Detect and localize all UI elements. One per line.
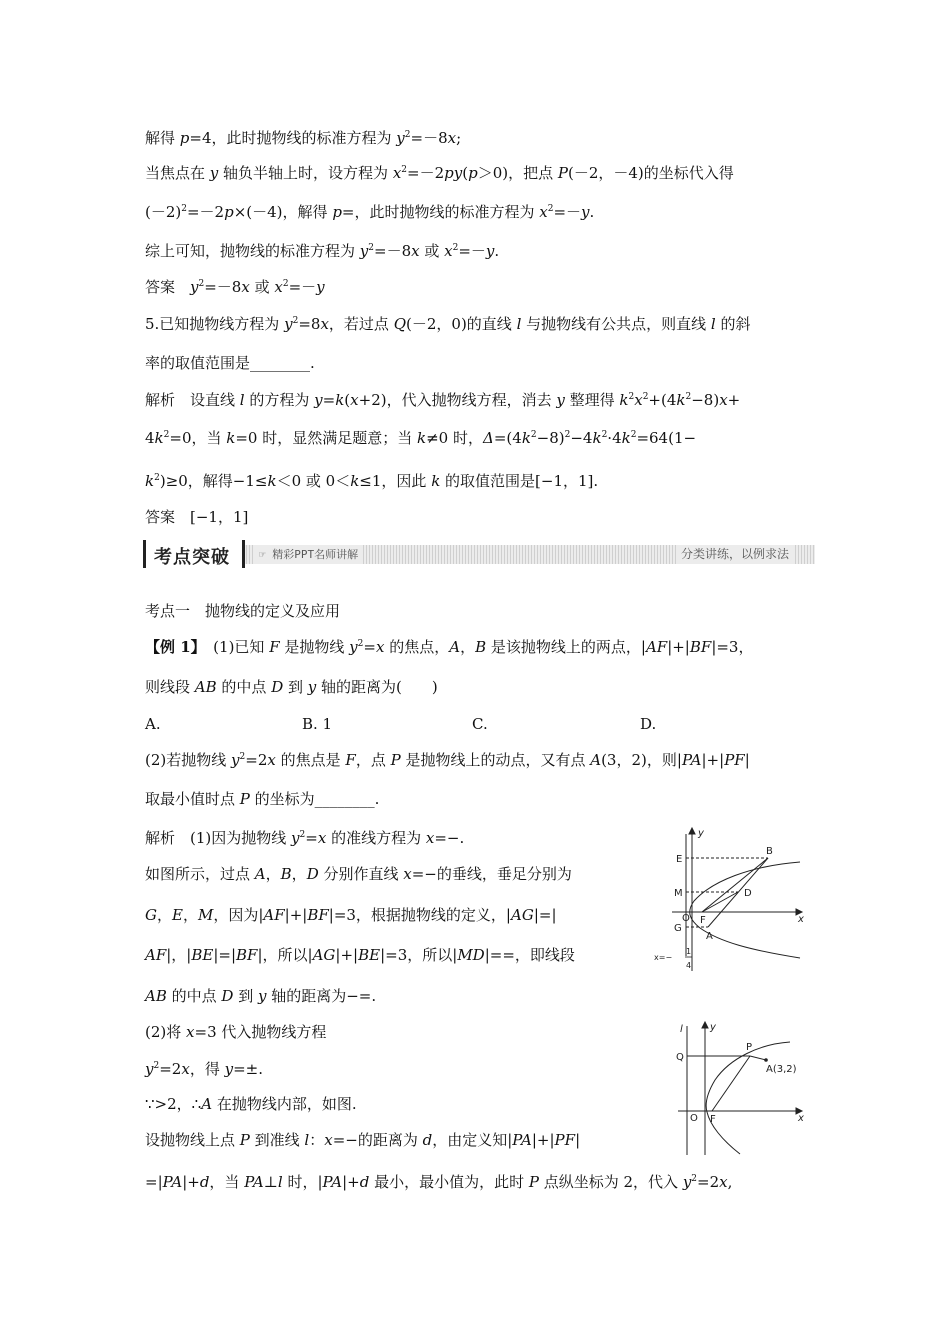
text-line: 率的取值范围是________. — [145, 354, 315, 372]
text-line: (2)将 x=3 代入抛物线方程 — [145, 1023, 327, 1041]
text-line: 取最小值时点 P 的坐标为________. — [145, 790, 380, 808]
option-a[interactable]: A. — [145, 715, 161, 733]
fig2-label-P: P — [746, 1042, 753, 1053]
text-line: 综上可知，抛物线的标准方程为 $y^2=-8x$ 或 $x^2=-y$. — [145, 242, 500, 260]
text-line: $k^2)\ge 0$，解得−1≤k＜0 或 0＜k≤1，因此 k 的取值范围是[−1，1]. — [145, 472, 599, 490]
banner-title: 考点突破 — [154, 547, 230, 568]
text-line: 解得 p=4，此时抛物线的标准方程为 $y^2=-8x$; — [145, 129, 462, 147]
analysis-line: 解析 (1)因为抛物线 $y^2=x$ 的准线方程为 x=−. — [145, 829, 465, 847]
option-b[interactable]: B. 1 — [302, 715, 333, 733]
fig2-y-arrow — [702, 1022, 708, 1028]
fig1-frac-num: 1 — [686, 947, 692, 956]
fig1-frac-den: 4 — [686, 961, 692, 970]
text-line: $y^2=2x$，得 y=±. — [145, 1060, 263, 1078]
option-d[interactable]: D. — [640, 715, 657, 733]
fig1-label-M: M — [674, 888, 683, 899]
figure-parabola-1 — [650, 826, 815, 976]
option-c[interactable]: C. — [472, 715, 488, 733]
fig1-y-arrow — [689, 828, 695, 834]
fig1-segment-FD — [702, 892, 738, 912]
banner-right-text: 分类讲练，以例求法 — [677, 545, 793, 564]
fig2-label-A: A(3,2) — [766, 1064, 797, 1075]
fig1-label-D: D — [744, 888, 752, 899]
text-line: $(-2)^2=-2p\times(-4)$，解得 p=，此时抛物线的标准方程为 $x^2=-y$. — [145, 203, 595, 221]
fig1-label-B: B — [766, 846, 773, 857]
text-line: 当焦点在 y 轴负半轴上时，设方程为 $x^2=-2py(p>0)$，把点 P(－2，－4)的坐标代入得 — [145, 164, 734, 182]
fig1-label-A: A — [706, 931, 713, 942]
answer-line: 答案 [−1，1] — [145, 508, 249, 526]
example-1: 【例 1】 (1)已知 F 是抛物线 $y^2=x$ 的焦点，A，B 是该抛物线上的两点，|AF|+|BF|=3， — [145, 638, 754, 656]
fig2-segment-PA — [750, 1056, 766, 1060]
fig1-label-y: y — [698, 828, 704, 839]
fig1-label-G: G — [674, 923, 682, 934]
fig1-label-x: x — [798, 914, 804, 925]
figure-parabola-2 — [670, 1020, 815, 1160]
fig1-label-F: F — [700, 915, 706, 926]
banner-subtitle: ☞ 精彩PPT名师讲解 — [255, 545, 362, 564]
fig2-point-A — [764, 1058, 768, 1062]
analysis-line: 解析 设直线 l 的方程为 y=k(x+2)，代入抛物线方程，消去 y 整理得 $k^2x^2+(4k^2-8)x+$ — [145, 391, 741, 409]
section-banner — [143, 540, 815, 568]
text-line: G，E，M，因为|AF|+|BF|=3，根据抛物线的定义，|AG|=| — [145, 906, 557, 924]
fig2-label-y: y — [710, 1022, 716, 1033]
text-line: (2)若抛物线 $y^2=2x$ 的焦点是 F，点 P 是抛物线上的动点，又有点 A(3，2)，则|PA|+|PF| — [145, 751, 750, 769]
fig1-label-O: O — [682, 913, 690, 924]
question-5: 5.已知抛物线方程为 $y^2=8x$，若过点 Q(－2，0)的直线 l 与抛物线有公共点，则直线 l 的斜 — [145, 315, 751, 333]
text-line: =|PA|+d，当 PA⊥l 时，|PA|+d 最小，最小值为，此时 P 点纵坐标为 2，代入 $y^2=2x$, — [145, 1173, 733, 1191]
text-line: ∵>2，∴A 在抛物线内部，如图. — [145, 1095, 357, 1113]
text-line: 如图所示，过点 A，B，D 分别作直线 x=−的垂线，垂足分别为 — [145, 865, 572, 883]
fig2-label-F: F — [710, 1114, 716, 1125]
fig1-directrix-label: x=− — [654, 953, 673, 962]
fig2-label-Q: Q — [676, 1052, 684, 1063]
text-line: AB 的中点 D 到 y 轴的距离为−=. — [145, 987, 377, 1005]
fig2-segment-FP — [712, 1056, 750, 1111]
fig1-segment-FB — [702, 858, 768, 912]
text-line: $4k^2=0$，当 k=0 时，显然满足题意；当 k≠0 时，$\Delta=(4k^2-8)^2-4k^2\cdot 4k^2=64(1-$ — [145, 429, 697, 447]
text-line: AF|，|BE|=|BF|，所以|AG|+|BE|=3，所以|MD|==，即线段 — [145, 946, 575, 964]
text-line: 则线段 AB 的中点 D 到 y 轴的距离为( ) — [145, 678, 438, 696]
banner-title-box — [143, 540, 245, 568]
fig2-label-x: x — [798, 1113, 804, 1124]
fig2-label-O: O — [690, 1113, 698, 1124]
text-line: 设抛物线上点 P 到准线 l：x=−的距离为 d，由定义知|PA|+|PF| — [145, 1131, 581, 1149]
fig1-label-E: E — [676, 854, 683, 865]
section-heading: 考点一 抛物线的定义及应用 — [145, 602, 341, 620]
answer-line: 答案 $y^2=-8x$ 或 $x^2=-y$ — [145, 278, 325, 296]
fig2-label-l: l — [680, 1024, 683, 1035]
